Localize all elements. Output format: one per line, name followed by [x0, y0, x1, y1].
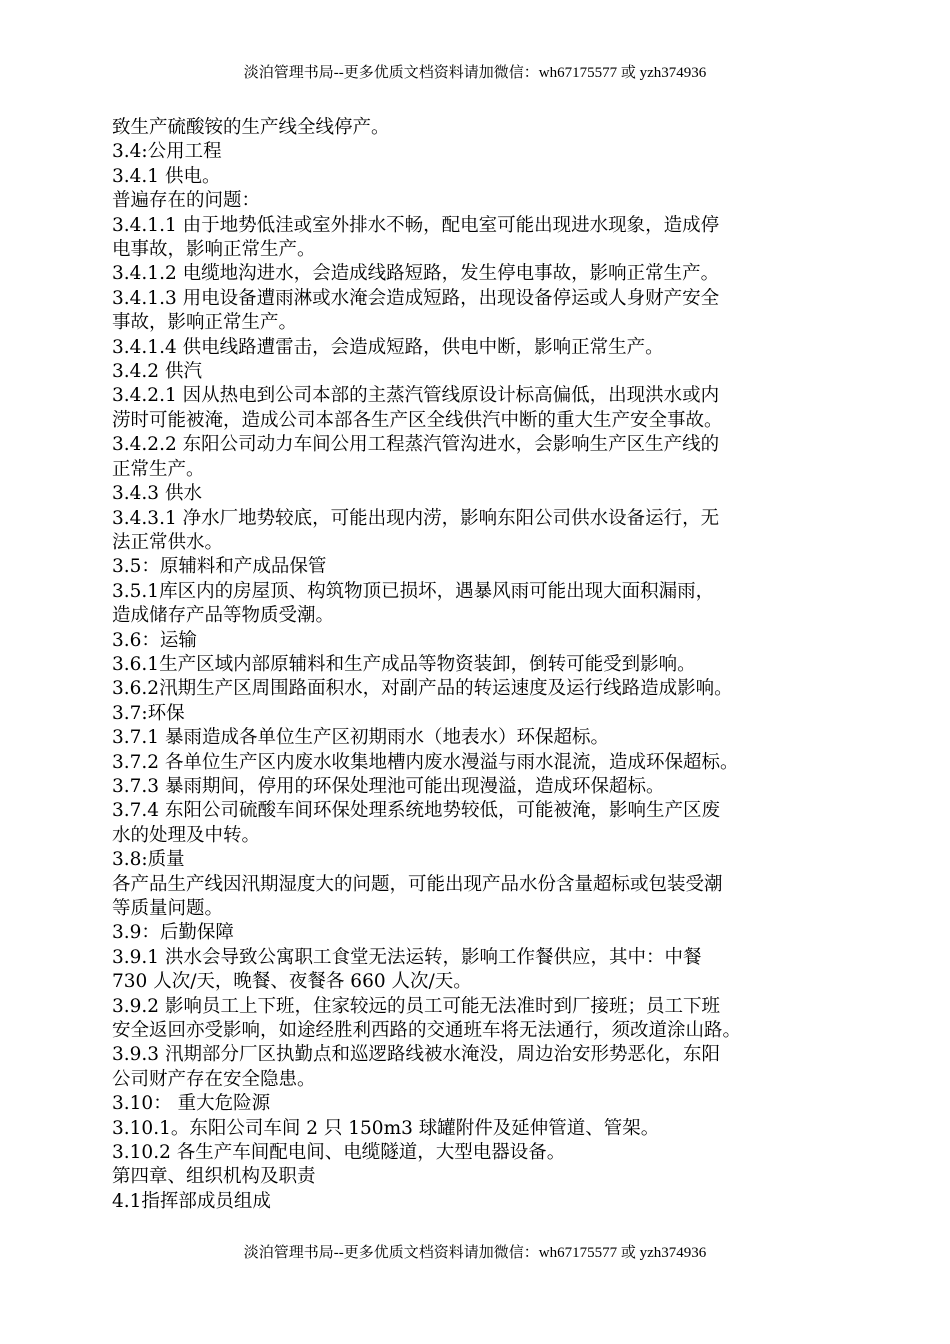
- chapter-heading: 第四章、组织机构及职责: [112, 1166, 316, 1188]
- text-line: 事故，影响正常生产。: [112, 312, 298, 334]
- text-line: 致生产硫酸铵的生产线全线停产。: [112, 117, 390, 138]
- text-line: 3.9.2 影响员工上下班，住家较远的员工可能无法准时到厂接班；员工下班: [112, 995, 720, 1017]
- text-line: 3.7.1 暴雨造成各单位生产区初期雨水（地表水）环保超标。: [112, 727, 609, 749]
- document-body: [112, 116, 852, 1214]
- section-heading: 3.7:环保: [112, 702, 185, 724]
- section-heading: 3.10： 重大危险源: [112, 1093, 271, 1115]
- subsection-heading: 3.4.1 供电。: [112, 165, 221, 187]
- text-line: 3.4.1.1 由于地势低洼或室外排水不畅，配电室可能出现进水现象，造成停: [112, 214, 720, 236]
- subsection-heading: 3.4.3 供水: [112, 483, 202, 505]
- text-line: 法正常供水。: [112, 531, 224, 553]
- text-line: 3.4.1.2 电缆地沟进水，会造成线路短路，发生停电事故，影响正常生产。: [112, 263, 720, 285]
- text-line: 正常生产。: [112, 458, 205, 480]
- text-line: 3.4.1.3 用电设备遭雨淋或水淹会造成短路，出现设备停运或人身财产安全: [112, 287, 720, 309]
- text-line: 水的处理及中转。: [112, 824, 261, 846]
- section-heading: 3.9：后勤保障: [112, 922, 234, 944]
- text-line: 3.7.3 暴雨期间，停用的环保处理池可能出现漫溢，造成环保超标。: [112, 775, 665, 797]
- text-line: 3.7.2 各单位生产区内废水收集地槽内废水漫溢与雨水混流，造成环保超标。: [112, 751, 739, 773]
- text-line: 造成储存产品等物质受潮。: [112, 605, 335, 627]
- text-line: 3.9.1 洪水会导致公寓职工食堂无法运转，影响工作餐供应，其中：中餐: [112, 946, 702, 968]
- text-line: 3.7.4 东阳公司硫酸车间环保处理系统地势较低，可能被淹，影响生产区废: [112, 800, 720, 822]
- text-line: 各产品生产线因汛期湿度大的问题，可能出现产品水份含量超标或包装受潮: [112, 873, 723, 895]
- text-line: 3.4.2.1 因从热电到公司本部的主蒸汽管线原设计标高偏低，出现洪水或内: [112, 385, 720, 407]
- section-heading: 3.5：原辅料和产成品保管: [112, 556, 327, 578]
- page-header: 淡泊管理书局--更多优质文档资料请加微信：wh67175577 或 yzh374936: [243, 65, 707, 81]
- text-line: 3.6.2汛期生产区周围路面积水，对副产品的转运速度及运行线路造成影响。: [112, 678, 733, 700]
- text-line: 涝时可能被淹，造成公司本部各生产区全线供汽中断的重大生产安全事故。: [112, 409, 723, 431]
- text-line: 电事故，影响正常生产。: [112, 239, 316, 261]
- page-footer: 淡泊管理书局--更多优质文档资料请加微信：wh67175577 或 yzh374936: [243, 1245, 707, 1261]
- text-line: 普遍存在的问题：: [112, 190, 261, 212]
- text-line: 公司财产存在安全隐患。: [112, 1068, 316, 1090]
- section-heading: 3.4:公用工程: [112, 141, 222, 163]
- text-line: 安全返回亦受影响，如途经胜利西路的交通班车将无法通行，须改道涂山路。: [112, 1020, 742, 1042]
- text-line: 3.4.2.2 东阳公司动力车间公用工程蒸汽管沟进水，会影响生产区生产线的: [112, 434, 720, 456]
- text-line: 3.10.1。东阳公司车间 2 只 150m3 球罐附件及延伸管道、管架。: [112, 1117, 660, 1139]
- section-heading: 4.1指挥部成员组成: [112, 1190, 271, 1212]
- section-heading: 3.6：运输: [112, 629, 197, 651]
- subsection-heading: 3.4.2 供汽: [112, 361, 202, 383]
- text-line: 等质量问题。: [112, 898, 224, 919]
- text-line: 3.10.2 各生产车间配电间、电缆隧道，大型电器设备。: [112, 1142, 566, 1164]
- text-line: 3.4.1.4 供电线路遭雷击，会造成短路，供电中断，影响正常生产。: [112, 336, 664, 358]
- text-line: 730 人次/天，晚餐、夜餐各 660 人次/天。: [112, 971, 472, 993]
- text-line: 3.5.1库区内的房屋顶、构筑物顶已损坏，遇暴风雨可能出现大面积漏雨，: [112, 580, 715, 602]
- text-line: 3.9.3 汛期部分厂区执勤点和巡逻路线被水淹没，周边治安形势恶化，东阳: [112, 1044, 720, 1066]
- text-line: 3.6.1生产区域内部原辅料和生产成品等物资装卸，倒转可能受到影响。: [112, 653, 696, 675]
- section-heading: 3.8:质量: [112, 849, 185, 871]
- text-line: 3.4.3.1 净水厂地势较底，可能出现内涝，影响东阳公司供水设备运行，无: [112, 507, 720, 529]
